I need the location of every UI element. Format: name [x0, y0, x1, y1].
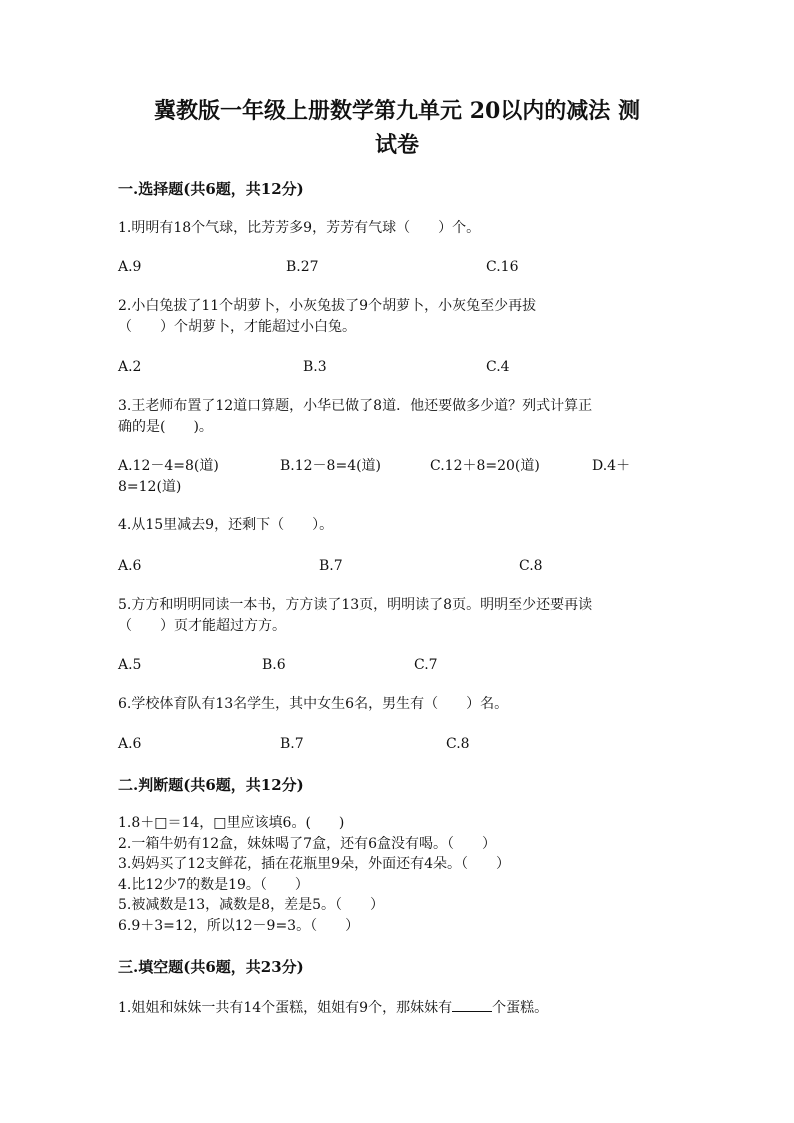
- question-5-line2: （ ）页才能超过方方。: [118, 618, 286, 634]
- q2-option-b: B.3: [303, 359, 327, 375]
- fill-in-q1-text-before: 1.姐姐和妹妹一共有14个蛋糕，姐姐有9个，那妹妹有: [118, 1000, 453, 1016]
- judgement-item-4: 4.比12少7的数是19。（ ）: [118, 877, 309, 893]
- q3-option-c: C.12＋8=20(道): [430, 458, 540, 474]
- question-1: 1.明明有18个气球，比芳芳多9，芳芳有气球（ ）个。: [118, 220, 481, 236]
- question-3-line1: 3.王老师布置了12道口算题，小华已做了8道．他还要做多少道？列式计算正: [118, 398, 593, 414]
- q6-option-a: A.6: [118, 736, 142, 752]
- q6-option-b: B.7: [280, 736, 304, 752]
- question-4: 4.从15里减去9，还剩下（ ）。: [118, 517, 334, 533]
- q3-option-d: D.4＋: [592, 458, 631, 474]
- question-2-line1: 2.小白兔拔了11个胡萝卜，小灰兔拔了9个胡萝卜，小灰兔至少再拔: [118, 298, 537, 314]
- section-heading-choice: 一.选择题(共6题，共12分): [118, 180, 304, 198]
- q5-option-a: A.5: [118, 657, 142, 673]
- judgement-item-3: 3.妈妈买了12支鲜花，插在花瓶里9朵，外面还有4朵。（ ）: [118, 856, 510, 872]
- fill-in-q1-text-after: 个蛋糕。: [492, 1000, 549, 1016]
- fill-in-question-1: [118, 997, 548, 1018]
- q4-option-a: A.6: [118, 558, 142, 574]
- section-heading-fill-in: 三.填空题(共6题，共23分): [118, 958, 304, 976]
- question-5-line1: 5.方方和明明同读一本书，方方读了13页，明明读了8页。明明至少还要再读: [118, 597, 593, 613]
- q5-option-c: C.7: [414, 657, 438, 673]
- q3-option-a: A.12－4=8(道): [118, 458, 219, 474]
- q3-option-b: B.12－8=4(道): [280, 458, 382, 474]
- q1-option-b: B.27: [286, 259, 319, 275]
- question-2-line2: （ ）个胡萝卜，才能超过小白兔。: [118, 319, 356, 335]
- judgement-item-2: 2.一箱牛奶有12盒，妹妹喝了7盒，还有6盒没有喝。（ ）: [118, 836, 496, 852]
- judgement-item-1: 1.8＋□＝14，□里应该填6。( ): [118, 815, 345, 831]
- question-6: 6.学校体育队有13名学生，其中女生6名，男生有（ ）名。: [118, 696, 509, 712]
- answer-blank[interactable]: [452, 997, 492, 1012]
- q2-option-a: A.2: [118, 359, 142, 375]
- q3-option-d-cont: 8=12(道): [118, 479, 182, 495]
- section-heading-judgement: 二.判断题(共6题，共12分): [118, 776, 304, 794]
- q2-option-c: C.4: [486, 359, 510, 375]
- q5-option-b: B.6: [262, 657, 286, 673]
- q4-option-c: C.8: [519, 558, 543, 574]
- q4-option-b: B.7: [319, 558, 343, 574]
- page-title-line1: 冀教版一年级上册数学第九单元 20以内的减法 测: [154, 98, 640, 124]
- judgement-item-6: 6.9＋3=12，所以12－9=3。（ ）: [118, 918, 360, 934]
- page-title-line2: 试卷: [374, 132, 419, 158]
- question-3-line2: 确的是( )。: [118, 419, 213, 435]
- judgement-item-5: 5.被减数是13，减数是8，差是5。（ ）: [118, 897, 384, 913]
- q1-option-a: A.9: [118, 259, 142, 275]
- q1-option-c: C.16: [486, 259, 519, 275]
- q6-option-c: C.8: [446, 736, 470, 752]
